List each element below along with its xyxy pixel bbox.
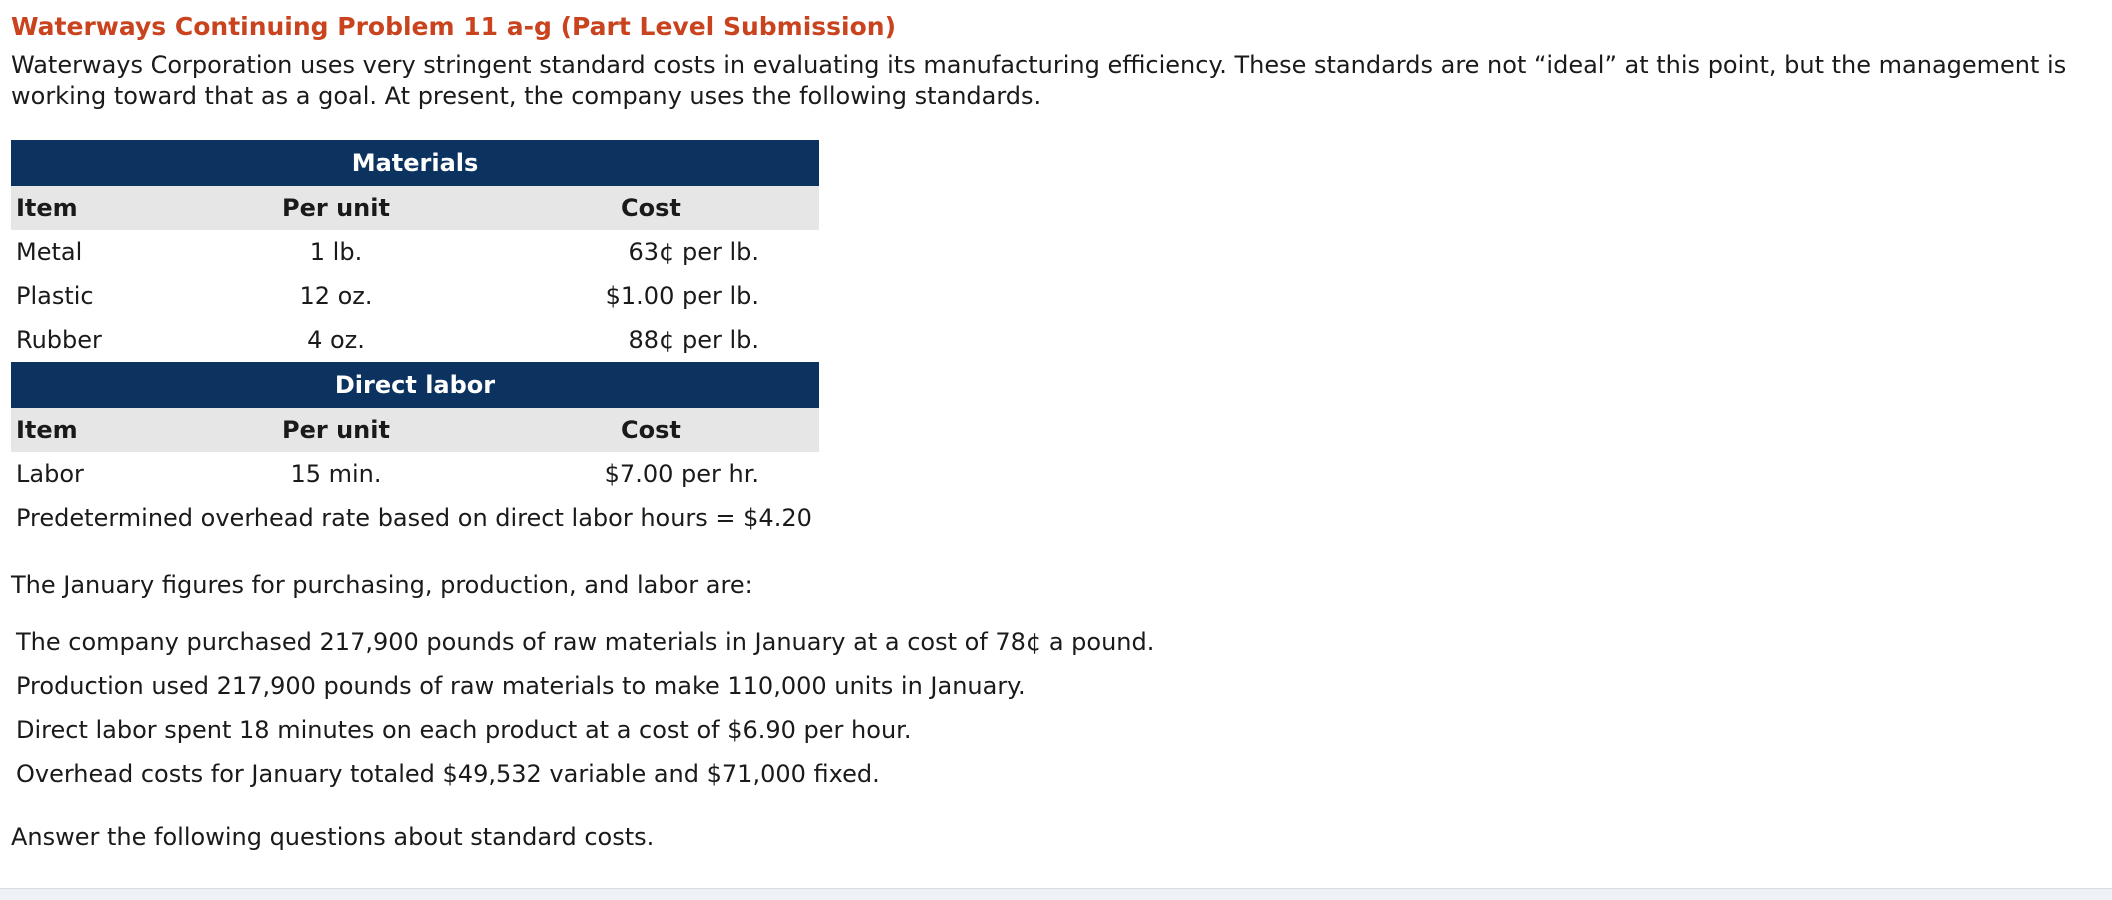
list-item: The company purchased 217,900 pounds of raw materials in January at a cost of 78¢ a pound. xyxy=(16,628,1155,656)
closing-instruction: Answer the following questions about standard costs. xyxy=(11,823,655,851)
item-cell: Labor xyxy=(16,460,84,488)
intro-paragraph: Waterways Corporation uses very stringent standard costs in evaluating its manufacturing efficiency. These standards are not “ideal” at this point, but the management is working toward that as a goal. At present, the company uses the following standards. xyxy=(11,51,2067,110)
list-item: Overhead costs for January totaled $49,532 variable and $71,000 fixed. xyxy=(16,760,880,788)
col-per-unit-header: Per unit xyxy=(251,408,421,453)
direct-labor-heading: Direct labor xyxy=(11,362,819,408)
january-lead: The January figures for purchasing, production, and labor are: xyxy=(11,571,753,599)
table-row xyxy=(11,452,819,496)
problem-title: Waterways Continuing Problem 11 a-g (Part Level Submission) xyxy=(11,12,896,41)
overhead-rate-note: Predetermined overhead rate based on direct labor hours = $4.20 xyxy=(16,504,812,532)
cost-cell: 63¢ per lb. xyxy=(628,238,759,266)
list-item: Direct labor spent 18 minutes on each product at a cost of $6.90 per hour. xyxy=(16,716,912,744)
col-item-header: Item xyxy=(11,408,251,453)
per-unit-cell: 12 oz. xyxy=(299,282,373,310)
cost-cell: $1.00 per lb. xyxy=(605,282,759,310)
item-cell: Metal xyxy=(16,238,83,266)
per-unit-cell: 1 lb. xyxy=(309,238,363,266)
col-item-header: Item xyxy=(11,186,251,231)
labor-column-header xyxy=(11,408,819,453)
list-item: Production used 217,900 pounds of raw materials to make 110,000 units in January. xyxy=(16,672,1026,700)
cost-cell: $7.00 per hr. xyxy=(604,460,759,488)
materials-heading: Materials xyxy=(11,140,819,186)
per-unit-cell: 4 oz. xyxy=(307,326,365,354)
col-cost-header: Cost xyxy=(421,186,819,231)
cost-cell: 88¢ per lb. xyxy=(628,326,759,354)
january-facts-list xyxy=(16,620,2101,796)
col-cost-header: Cost xyxy=(421,408,819,453)
col-per-unit-header: Per unit xyxy=(251,186,421,231)
problem-page xyxy=(11,0,2101,852)
standards-table xyxy=(11,140,819,496)
per-unit-cell: 15 min. xyxy=(290,460,382,488)
table-row xyxy=(11,318,819,362)
materials-column-header xyxy=(11,186,819,231)
table-row xyxy=(11,230,819,274)
bottom-divider xyxy=(0,888,2112,900)
item-cell: Rubber xyxy=(16,326,102,354)
table-row xyxy=(11,274,819,318)
item-cell: Plastic xyxy=(16,282,94,310)
